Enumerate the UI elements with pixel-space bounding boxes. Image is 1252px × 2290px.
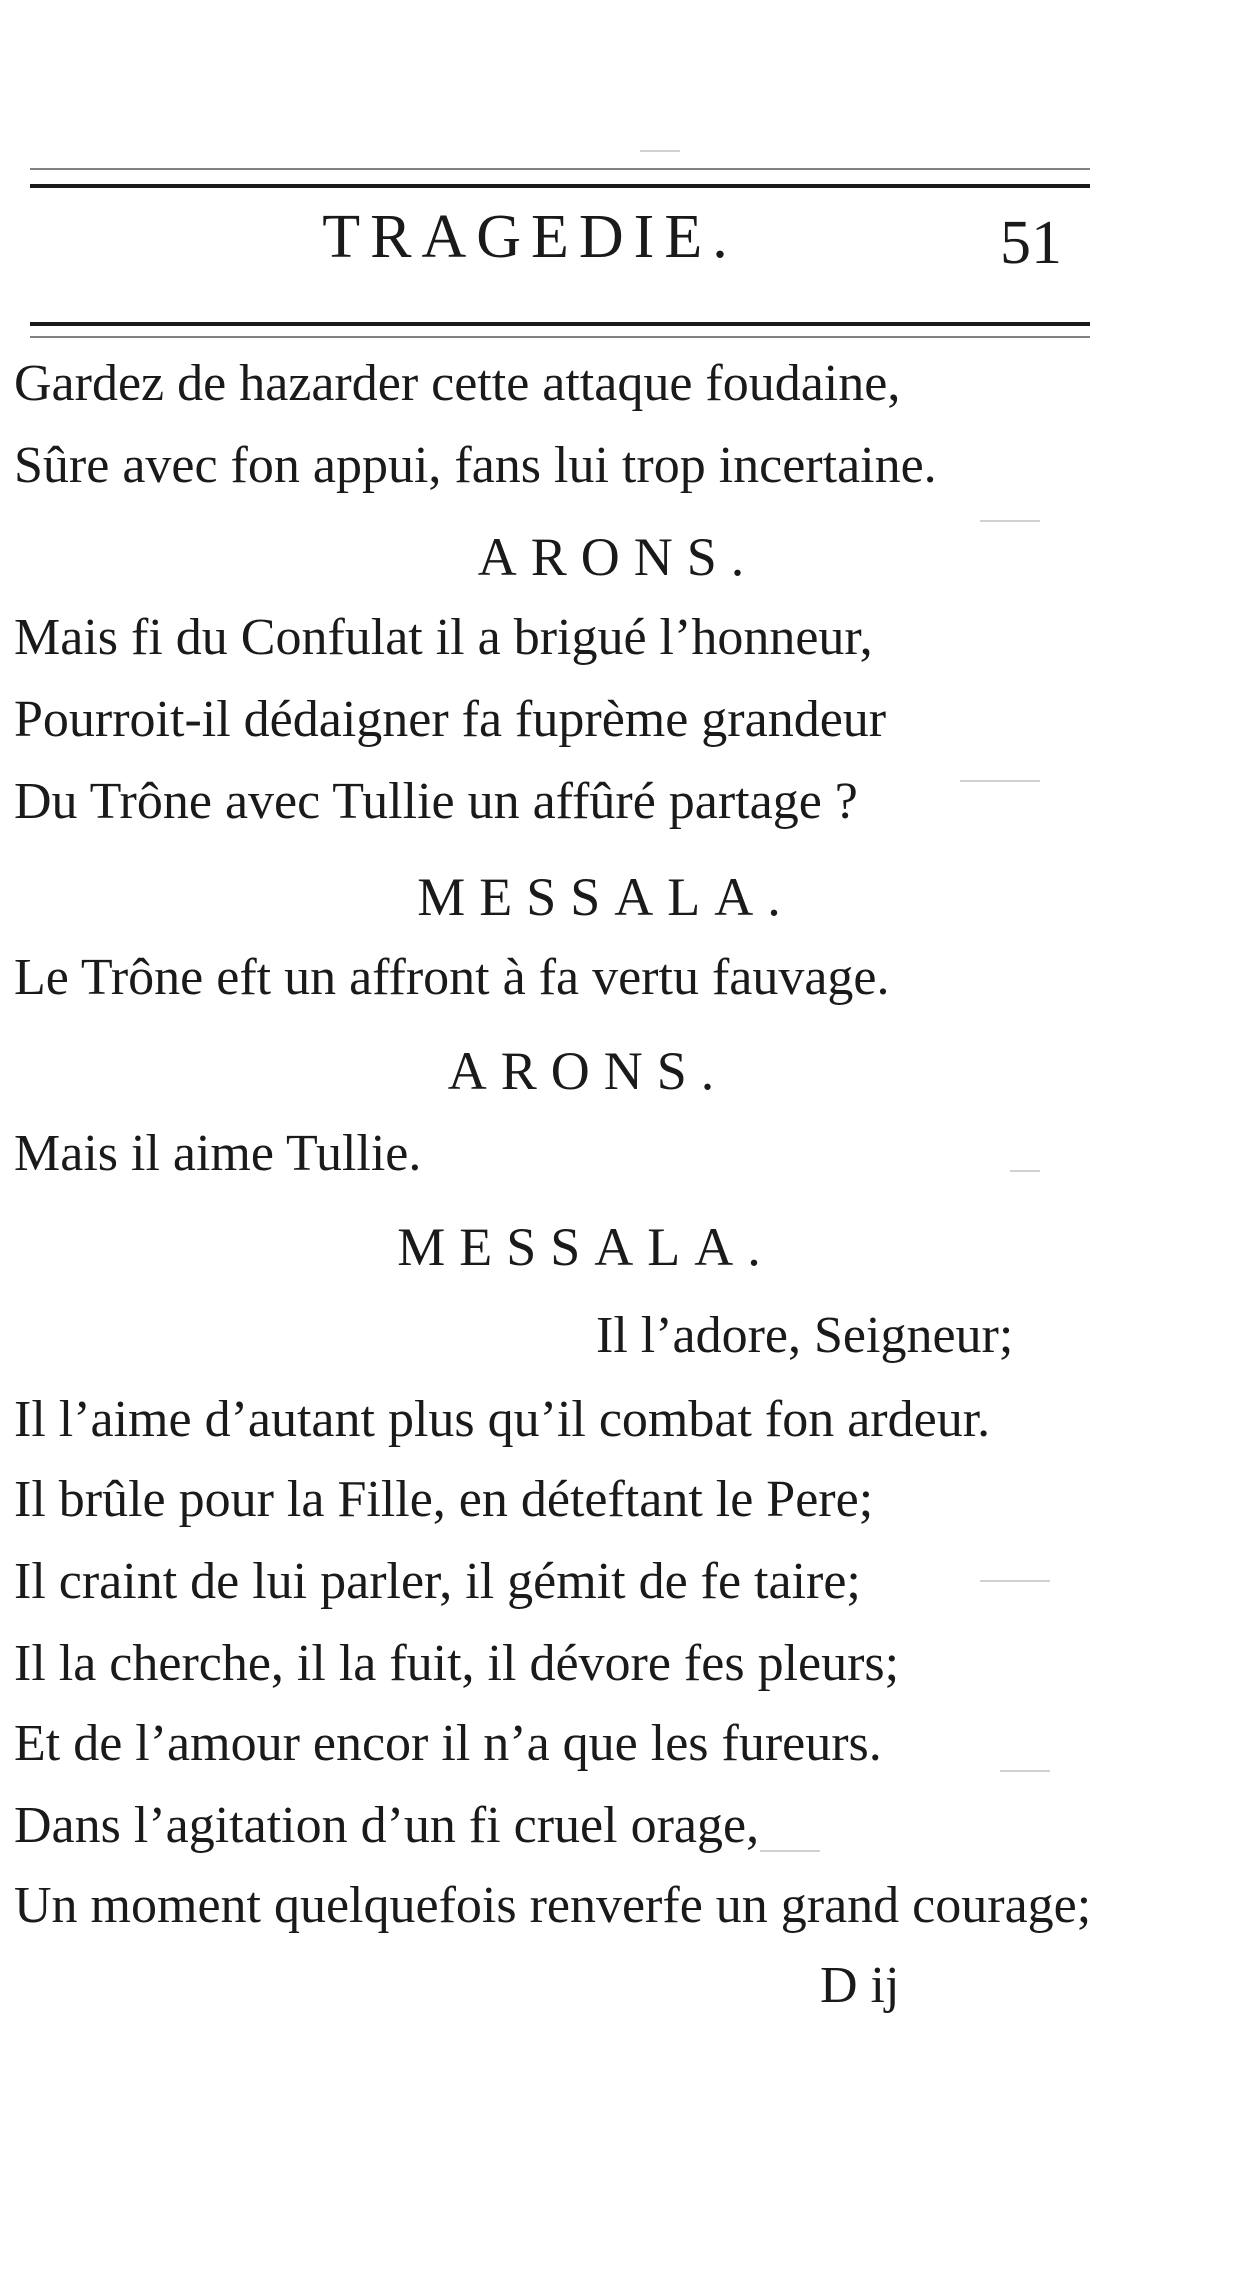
verse-line: Mais il aime Tullie.: [14, 1125, 422, 1182]
speaker-heading: MESSALA.: [397, 1217, 775, 1277]
verse-line: Dans l’agitation d’un fi cruel orage,: [14, 1797, 760, 1854]
verse-line: Un moment quelquefois renverfe un grand courage;: [14, 1877, 1092, 1934]
show-through-mark: [960, 780, 1040, 782]
running-title: TRAGEDIE.: [322, 203, 738, 271]
verse-line: Et de l’amour encor il n’a que les fureurs.: [14, 1715, 882, 1772]
verse-line: Mais fi du Confulat il a brigué l’honneur,: [14, 609, 873, 666]
verse-line: Il la cherche, il la fuit, il dévore fes pleurs;: [14, 1635, 900, 1692]
verse-line: Il craint de lui parler, il gémit de fe taire;: [14, 1553, 861, 1610]
speaker-heading: ARONS.: [477, 527, 759, 587]
title-rule-thick: [30, 322, 1090, 326]
header-rule-thin: [30, 168, 1090, 170]
verse-line: Il brûle pour la Fille, en déteftant le Pere;: [14, 1471, 874, 1528]
verse-line: Le Trône eft un affront à fa vertu fauvage.: [14, 949, 890, 1006]
page-number: 51: [1000, 209, 1062, 277]
header-rule-thick: [30, 184, 1090, 188]
verse-line: Pourroit-il dédaigner fa fuprème grandeur: [14, 691, 887, 748]
show-through-mark: [1000, 1770, 1050, 1772]
catchword: D ij: [820, 1957, 900, 2014]
speaker-heading: MESSALA.: [417, 867, 795, 927]
show-through-mark: [1010, 1170, 1040, 1172]
show-through-mark: [980, 520, 1040, 522]
show-through-mark: [640, 150, 680, 152]
verse-line: Gardez de hazarder cette attaque foudaine,: [14, 355, 901, 412]
verse-line: Sûre avec fon appui, fans lui trop incertaine.: [14, 437, 937, 494]
verse-line: Il l’aime d’autant plus qu’il combat fon ardeur.: [14, 1391, 991, 1448]
verse-line-continuation: Il l’adore, Seigneur;: [596, 1307, 1014, 1364]
speaker-heading: ARONS.: [447, 1041, 729, 1101]
verse-line: Du Trône avec Tullie un affûré partage ?: [14, 773, 858, 830]
show-through-mark: [760, 1850, 820, 1852]
show-through-mark: [980, 1580, 1050, 1582]
title-rule-thin: [30, 336, 1090, 338]
